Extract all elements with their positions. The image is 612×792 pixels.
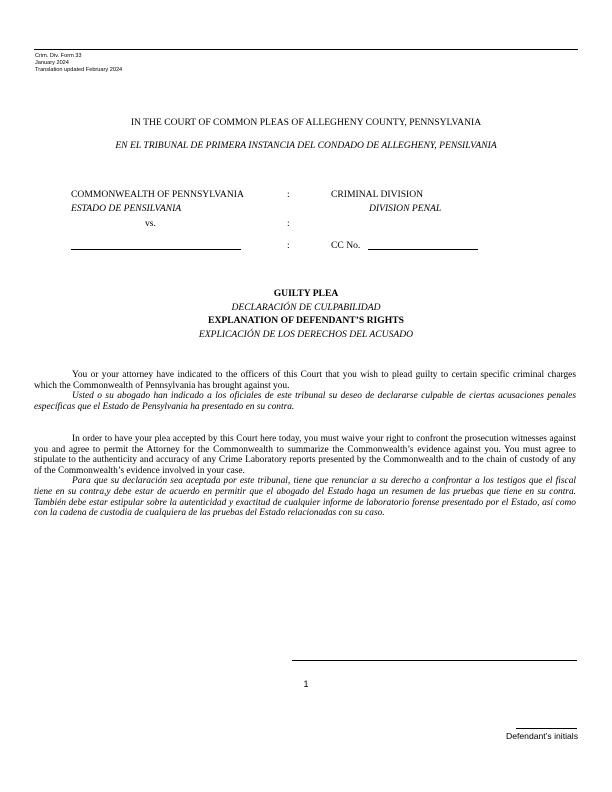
cc-number-label: CC No. [331,240,361,251]
defendant-initials-label: Defendant’s initials [506,731,578,741]
caption-colon: : [287,240,290,251]
paragraph-english: In order to have your plea accepted by this Court here today, you must waive your right to confront the prosecution witnesses against you and agree to permit the Attorney for the Commonwealth to summarize the Commonwealth’s evidence against you. You must agree to stipulate to the authenticity and accuracy of any Crime Laboratory reports presented by the Commonwealth and to the chain of custody of any of the Commonwealth’s evidence involved in your case. [34,434,576,476]
guilty-plea-title: GUILTY PLEA [273,288,339,299]
explanation-title-spanish: EXPLICACIÓN DE LOS DERECHOS DEL ACUSADO [198,328,414,340]
initials-line[interactable] [516,728,577,729]
paragraph-spanish: Usted o su abogado han indicado a los oficiales de este tribunal su deseo de declararse culpable de ciertas acusaciones penales específicas que el Estado de Pensylvania ha presentado en su contra. [34,391,576,412]
document-title [0,287,612,341]
guilty-plea-title-spanish: DECLARACIÓN DE CULPABILIDAD [231,301,381,313]
rights-paragraph-2 [34,434,576,519]
division-english: CRIMINAL DIVISION [331,189,424,200]
plaintiff-english: COMMONWEALTH OF PENNSYLVANIA [71,189,244,200]
caption-colon: : [287,189,290,200]
form-number: Crim. Div. Form 33 [35,53,82,59]
rights-paragraph-1 [34,370,576,412]
signature-line[interactable] [292,660,577,661]
caption-colon: : [287,218,290,229]
plaintiff-spanish: ESTADO DE PENSILVANIA [71,203,182,214]
page-number: 1 [303,679,309,689]
division-spanish: DIVISION PENAL [369,203,442,214]
cc-number-line[interactable] [368,249,478,250]
form-date: January 2024 [35,60,69,67]
versus-label: vs. [145,218,156,229]
top-rule [34,49,578,50]
translation-date: Translation updated February 2024 [35,67,123,74]
court-name-spanish: EN EL TRIBUNAL DE PRIMERA INSTANCIA DEL CONDADO DE ALLEGHENY, PENSILVANIA [115,140,497,151]
defendant-name-line[interactable] [71,249,241,250]
explanation-title: EXPLANATION OF DEFENDANT’S RIGHTS [208,315,404,326]
paragraph-english: You or your attorney have indicated to the officers of this Court that you wish to plead guilty to certain specific criminal charges which the Commonwealth of Pennsylvania has brought against you. [34,370,576,391]
court-name-english: IN THE COURT OF COMMON PLEAS OF ALLEGHENY COUNTY, PENNSYLVANIA [130,117,482,128]
paragraph-spanish: Para que su declaración sea aceptada por este tribunal, tiene que renunciar a su derecho a confrontar a los testigos que el fiscal tiene en su contra,y debe estar de acuerdo en permitir que el abogado del Estado haga un resumen de las pruebas que tiene en su contra. También debe estar estipular sobre la autenticidad y exactitud de cualquier informe de laboratorio forense presentado por el Estado, así como con la cadena de custodia de cualquiera de las pruebas del Estado relacionadas con su caso. [34,476,576,519]
form-info [35,53,122,75]
